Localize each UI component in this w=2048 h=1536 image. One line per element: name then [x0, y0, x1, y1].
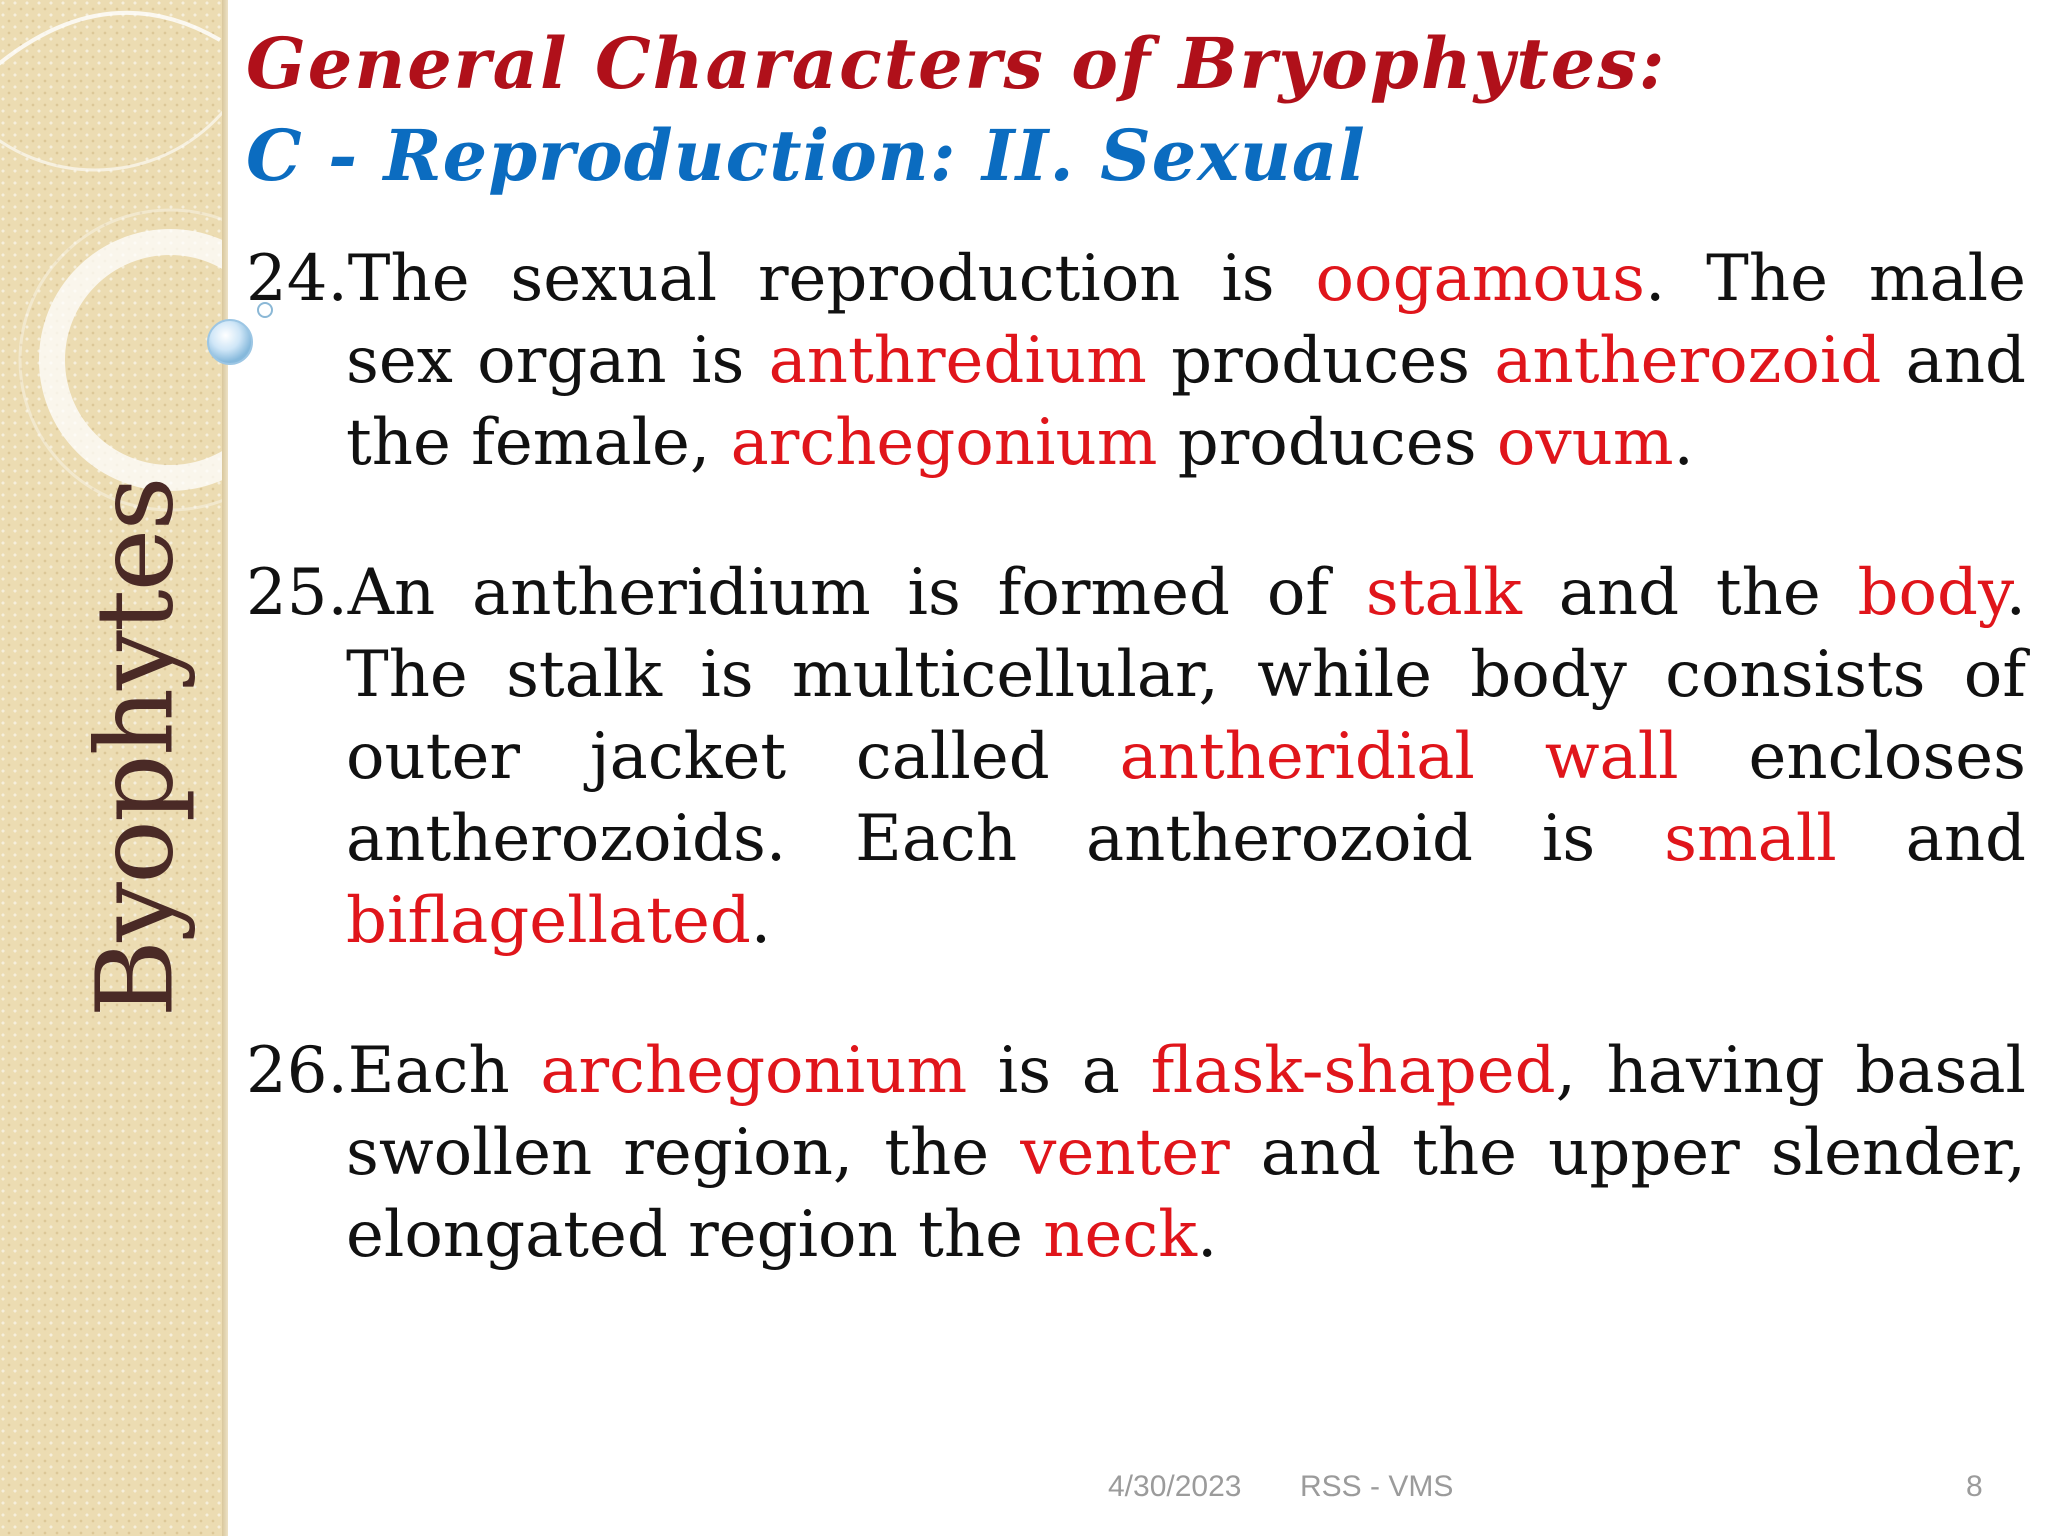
text-segment: The sexual reproduction is [347, 242, 1316, 316]
highlight-term: ovum [1496, 406, 1674, 480]
highlight-term: oogamous [1315, 242, 1645, 316]
point-number: 26. [246, 1034, 348, 1108]
point-26 [246, 1030, 2026, 1276]
title-line-1: General Characters of Bryophytes: [246, 22, 1667, 105]
highlight-term: biflagellated [346, 884, 751, 958]
highlight-term: archegonium [730, 406, 1158, 480]
title-line-2: C - Reproduction: II. Sexual [246, 114, 1366, 197]
highlight-term: stalk [1365, 556, 1522, 630]
highlight-term: flask-shaped [1150, 1034, 1556, 1108]
side-title: Byophytes [73, 478, 197, 1018]
highlight-term: archegonium [540, 1034, 968, 1108]
text-segment: and the female, [346, 324, 2027, 480]
footer-date: 4/30/2023 [1108, 1470, 1242, 1503]
highlight-term: neck [1043, 1198, 1197, 1272]
footer-page-number: 8 [1966, 1470, 1983, 1503]
text-segment: encloses antherozoids. Each antherozoid is [346, 720, 2026, 876]
text-segment: . [750, 884, 772, 958]
highlight-term: antheridial wall [1119, 720, 1679, 794]
highlight-term: body [1857, 556, 2006, 630]
slide-title [246, 18, 1667, 202]
decorative-circles [0, 0, 228, 520]
text-segment: . The male sex organ is [346, 242, 2026, 398]
text-segment: . [1197, 1198, 1218, 1272]
text-segment: is a [967, 1034, 1151, 1108]
text-segment: . The stalk is multicellular, while body consists of outer jacket called [346, 556, 2027, 794]
point-25 [246, 552, 2026, 962]
text-segment: . [1673, 406, 1694, 480]
highlight-term: venter [1020, 1116, 1230, 1190]
band-edge [222, 0, 228, 1536]
point-24 [246, 238, 2026, 484]
point-number: 25. [246, 556, 348, 630]
text-segment: and the [1521, 556, 1858, 630]
side-band [0, 0, 228, 1536]
point-number: 24. [246, 242, 348, 316]
highlight-term: anthredium [768, 324, 1147, 398]
slide-content [246, 238, 2026, 1344]
text-segment: An antheridium is formed of [347, 556, 1366, 630]
footer-author: RSS - VMS [1300, 1470, 1454, 1503]
highlight-term: antherozoid [1494, 324, 1882, 398]
text-segment: produces [1157, 406, 1497, 480]
text-segment: and [1836, 802, 2027, 876]
highlight-term: small [1664, 802, 1837, 876]
text-segment: Each [347, 1034, 541, 1108]
text-segment: produces [1146, 324, 1495, 398]
text-segment: and the upper slender, elongated region the [346, 1116, 2027, 1272]
text-segment: , having basal swollen region, the [346, 1034, 2027, 1190]
